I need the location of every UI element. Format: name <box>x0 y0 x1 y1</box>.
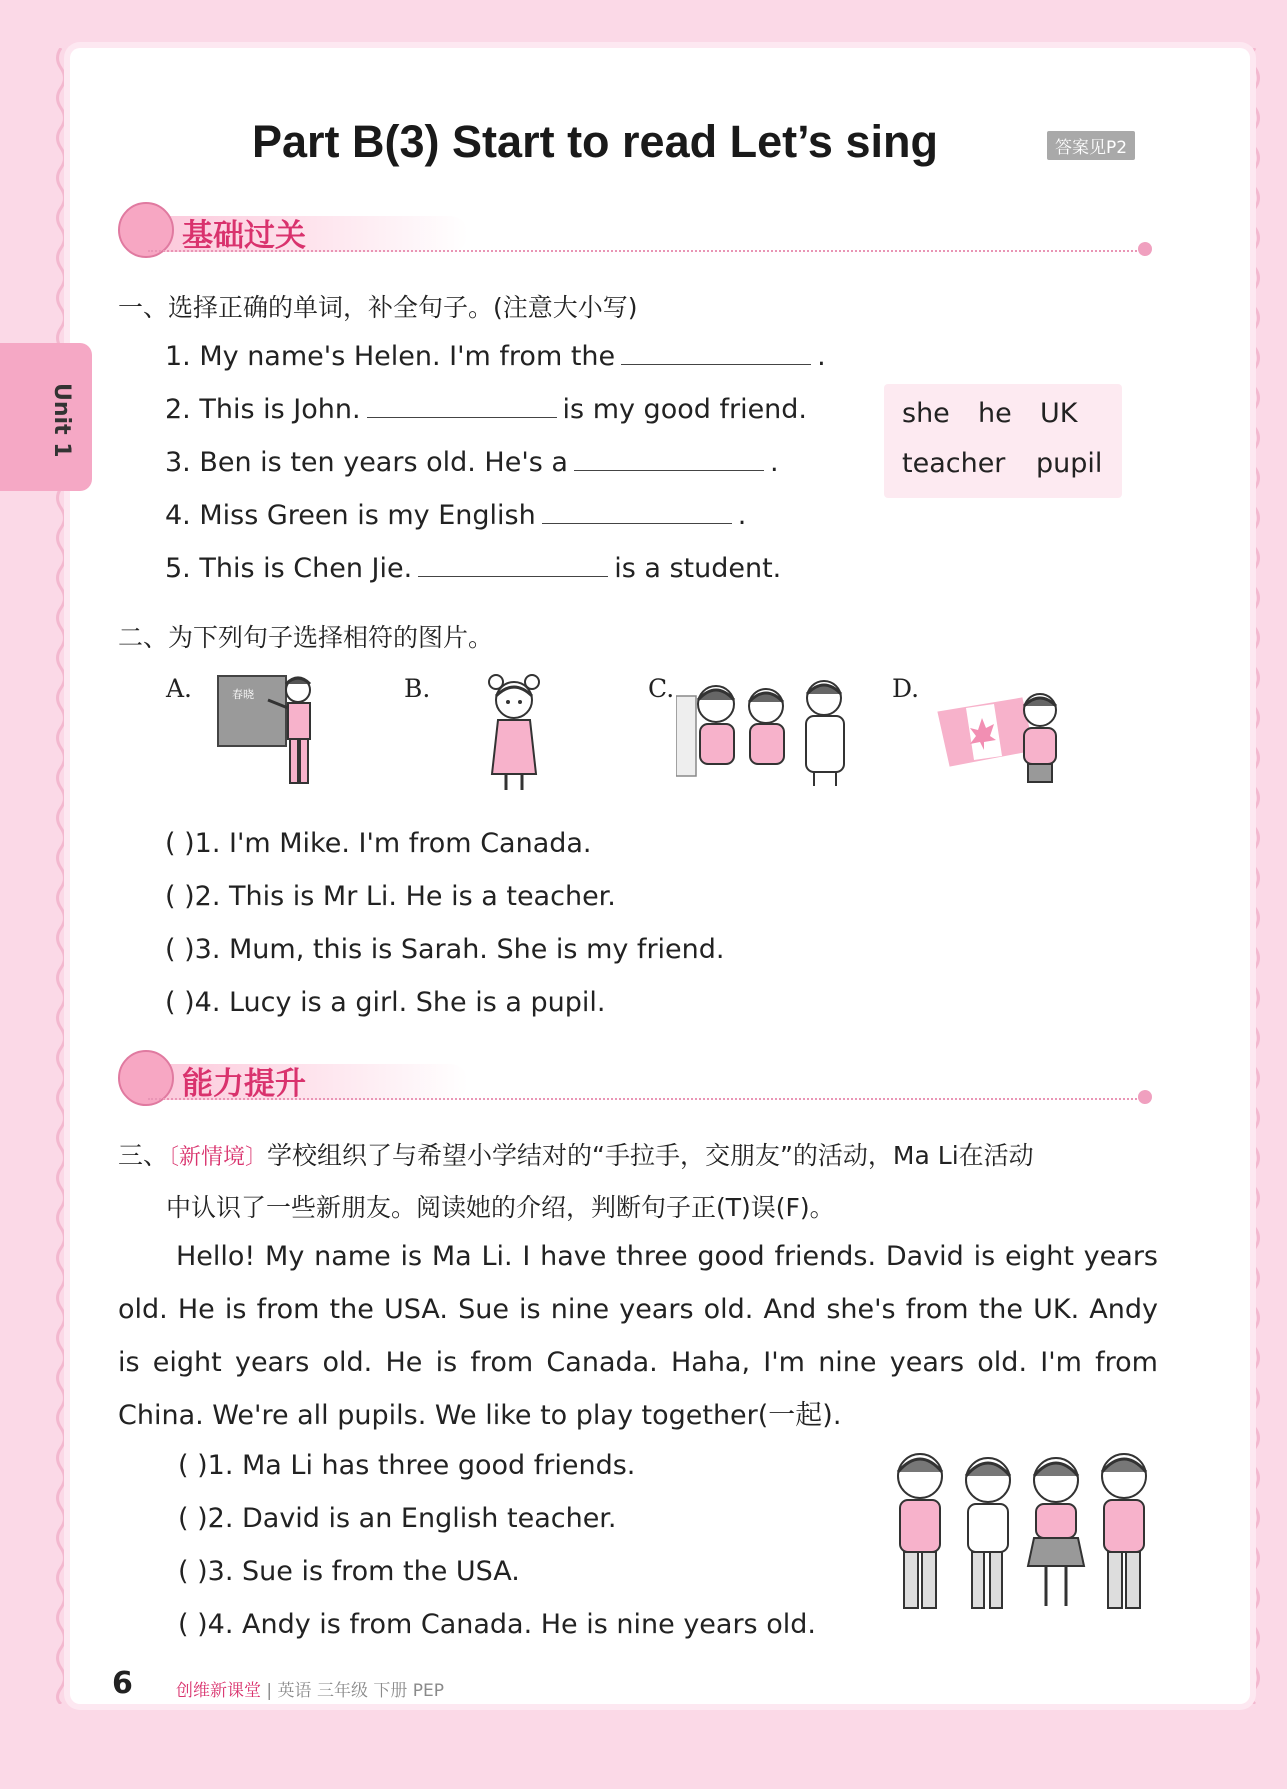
unit-side-tab[interactable] <box>0 343 92 491</box>
word-bank-word: she <box>902 398 950 429</box>
q3-item-4: ( )4. Andy is from Canada. He is nine years old. <box>178 1609 816 1640</box>
new-context-tag: 〔新情境〕 <box>168 1145 268 1170</box>
section-header-basic <box>118 202 1158 256</box>
question-3-heading-line2: 中认识了一些新朋友。阅读她的介绍，判断句子正(T)误(F)。 <box>166 1193 835 1222</box>
wavy-border-right <box>1248 48 1262 1704</box>
q1-item-1 <box>165 340 826 372</box>
word-bank-box <box>884 384 1122 498</box>
q1-item-1-text: 1. My name's Helen. I'm from the <box>165 341 616 372</box>
q1-item-3 <box>165 446 779 478</box>
answer-blank[interactable] <box>574 446 764 471</box>
word-bank-word: pupil <box>1036 448 1103 479</box>
word-bank-word: teacher <box>902 448 1006 479</box>
q2-item-2: ( )2. This is Mr Li. He is a teacher. <box>165 881 616 912</box>
footer-book-info <box>176 1676 444 1701</box>
picture-letter-c: C. <box>648 674 675 703</box>
dotted-divider <box>148 1098 1148 1100</box>
four-children-illustration <box>884 1446 1160 1616</box>
q1-item-5-text: 5. This is Chen Jie. <box>165 553 413 584</box>
unit-side-tab-label: Unit 1 <box>49 383 74 458</box>
teacher-blackboard-illustration <box>216 672 324 794</box>
q1-item-4 <box>165 499 746 531</box>
divider-end-dot-icon <box>1138 1090 1152 1104</box>
answer-blank[interactable] <box>367 393 557 418</box>
divider-end-dot-icon <box>1138 242 1152 256</box>
section-header-advanced <box>118 1050 1158 1104</box>
q3-item-2: ( )2. David is an English teacher. <box>178 1503 617 1534</box>
answer-reference-tag: 答案见P2 <box>1047 131 1135 160</box>
q1-item-2-tail: is my good friend. <box>562 394 808 425</box>
q3-item-3: ( )3. Sue is from the USA. <box>178 1556 520 1587</box>
wavy-border-left <box>54 48 68 1704</box>
girl-illustration <box>478 672 550 794</box>
section-label: 能力提升 <box>182 1066 306 1102</box>
q2-item-3: ( )3. Mum, this is Sarah. She is my friend. <box>165 934 725 965</box>
footer-brand: 创维新课堂 <box>176 1681 261 1701</box>
answer-blank[interactable] <box>621 340 811 365</box>
word-bank-word: he <box>978 398 1012 429</box>
question-3-instruction-1: 学校组织了与希望小学结对的“手拉手，交朋友”的活动，Ma Li在活动 <box>267 1141 1034 1170</box>
question-1-heading: 一、选择正确的单词，补全句子。(注意大小写) <box>118 293 638 322</box>
q2-item-4: ( )4. Lucy is a girl. She is a pupil. <box>165 987 606 1018</box>
q3-item-1: ( )1. Ma Li has three good friends. <box>178 1450 636 1481</box>
page-title: Part B(3) Start to read Let’s sing <box>252 116 938 167</box>
q1-item-4-tail: . <box>737 500 747 531</box>
answer-blank[interactable] <box>418 552 608 577</box>
answer-blank[interactable] <box>542 499 732 524</box>
friends-introduction-illustration <box>676 676 856 788</box>
q2-item-1: ( )1. I'm Mike. I'm from Canada. <box>165 828 592 859</box>
q1-item-1-tail: . <box>817 341 826 372</box>
q1-item-3-text: 3. Ben is ten years old. He's a <box>165 447 568 478</box>
q1-item-5 <box>165 552 781 584</box>
picture-letter-d: D. <box>892 674 920 703</box>
q1-item-3-tail: . <box>769 447 779 478</box>
q1-item-2-text: 2. This is John. <box>165 394 361 425</box>
footer-subject: | 英语 三年级 下册 PEP <box>266 1681 444 1701</box>
section-label: 基础过关 <box>182 218 306 254</box>
picture-letter-b: B. <box>404 674 431 703</box>
dotted-divider <box>148 250 1148 252</box>
blackboard-text: 春晓 <box>232 688 254 701</box>
page-number: 6 <box>112 1666 133 1701</box>
question-2-heading: 二、为下列句子选择相符的图片。 <box>118 623 494 652</box>
reading-passage-text: Hello! My name is Ma Li. I have three good friends. David is eight years old. He is from the USA. Sue is nine years old. And she's from the UK. Andy is eight years old. He is from Canada. Haha, I'm nine years old. I'm from China. We're all pupils. We like to play together(一起). <box>118 1241 1158 1431</box>
boy-canada-flag-illustration <box>936 684 1068 784</box>
q1-item-2 <box>165 393 807 425</box>
question-3-heading <box>118 1136 1034 1172</box>
question-3-number: 三、 <box>118 1141 169 1170</box>
reading-passage <box>118 1230 1158 1442</box>
q1-item-4-text: 4. Miss Green is my English <box>165 500 536 531</box>
picture-letter-a: A. <box>166 674 193 703</box>
q1-item-5-tail: is a student. <box>614 553 782 584</box>
word-bank-word: UK <box>1040 398 1078 429</box>
